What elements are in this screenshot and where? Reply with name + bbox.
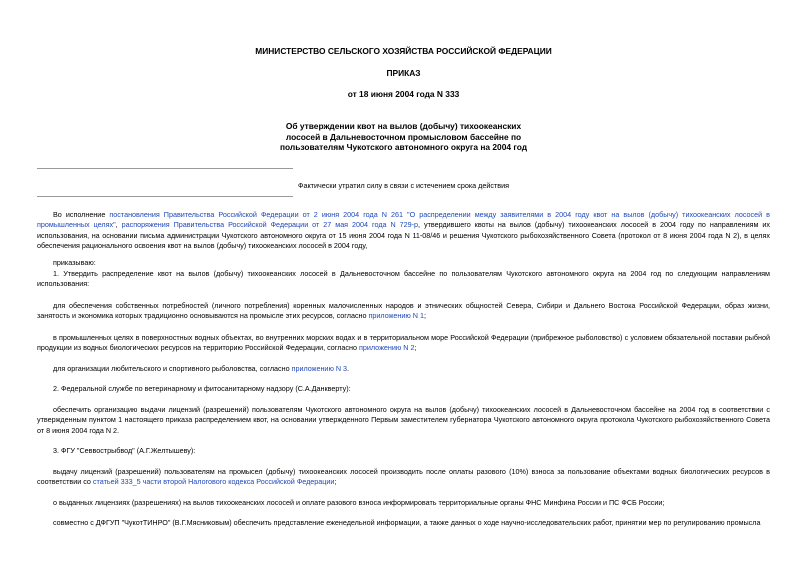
- text-fragment: Во исполнение: [53, 210, 110, 219]
- item-3-licensing-paragraph: [37, 467, 770, 488]
- text-fragment: в промышленных целях в поверхностных водных объектах, во внутренних морских водах и в территориальном море Российской Федерации (прибрежное рыболовство) с условием обязательной поставки рыбной продукции из водных биологических ресурсов на территорию Российской Федерации, согласно: [37, 333, 770, 353]
- text-fragment: , утвердившего квоты на вылов (добычу) тихоокеанских лососей в 2004 году по направлениям их использования, на основании письма администрации Чукотского автономного округа от 15 июня 2004 года N 11-08/46 и решения Чукотского рыбохозяйственного Совета (протокол от 8 июня 2004 года N 2), в целях обеспечения рационального освоения квот на вылов (добычу) тихоокеанских лососей в 2004 году,: [37, 220, 770, 251]
- appendix-3-link[interactable]: приложению N 3: [291, 364, 348, 373]
- appendix-1-link[interactable]: приложению N 1: [368, 311, 424, 321]
- item-3-report-paragraph: совместно с ДФГУП "ЧукотТИНРО" (В.Г.Мясниковым) обеспечить представление еженедельной информации, а также данных о ходе научно-исследовательских работ, принятии мер по регулированию промысла: [53, 518, 761, 527]
- order-word-paragraph: приказываю:: [53, 258, 96, 267]
- text-fragment: ;: [334, 477, 337, 487]
- doc-type-heading: ПРИКАЗ: [386, 68, 421, 78]
- text-fragment: для организации любительского и спортивного рыболовства, согласно: [53, 364, 292, 373]
- preamble-paragraph: [37, 210, 770, 252]
- item-2-paragraph: 2. Федеральной службе по ветеринарному и фитосанитарному надзору (С.А.Данкверту):: [53, 384, 351, 393]
- status-note: Фактически утратил силу в связи с истечением срока действия: [298, 181, 509, 190]
- government-decree-261-link[interactable]: постановления Правительства Российской Федерации от 2 июня 2004 года N 261 "О распределении между заявителями в 2004 году квот на вылов (добычу) тихоокеанских лососей в промышленных целях": [37, 210, 770, 230]
- item-1-indigenous-paragraph: [37, 301, 770, 322]
- date-number-heading: от 18 июня 2004 года N 333: [347, 89, 460, 99]
- text-fragment: ,: [115, 220, 122, 230]
- text-fragment: для обеспечения собственных потребностей (личного потребления) коренных малочисленных народов и этнических общностей Севера, Сибири и Дальнего Востока Российской Федерации, образ жизни, занятость и экономика которых традиционно основываются на промысле этих ресурсов, согласно: [37, 301, 770, 321]
- item-1-industrial-paragraph: [37, 333, 770, 354]
- government-order-729-link[interactable]: распоряжения Правительства Российской Федерации от 27 мая 2004 года N 729-р: [121, 220, 419, 230]
- item-1-amateur-paragraph: [37, 364, 770, 374]
- text-fragment: .: [347, 364, 350, 373]
- ministry-heading: МИНИСТЕРСТВО СЕЛЬСКОГО ХОЗЯЙСТВА РОССИЙСКОЙ ФЕДЕРАЦИИ: [255, 46, 552, 56]
- item-2-licensing-paragraph: обеспечить организацию выдачи лицензий (разрешений) пользователям Чукотского автономного округа на вылов (добычу) тихоокеанских лососей в Дальневосточном бассейне на 2004 год в соответствии с утвержденным пунктом 1 настоящего приказа распределением квот, на основании утвержденного Первым заместителем губернатора Чукотского автономного округа протокола Чукотского рыбохозяйственного Совета от 8 июня 2004 года N 2.: [37, 405, 770, 435]
- text-fragment: ;: [414, 343, 417, 353]
- item-1-paragraph: 1. Утвердить распределение квот на вылов (добычу) тихоокеанских лососей в Дальневосточном бассейне по пользователям Чукотского автономного округа на 2004 год по следующим направлениям использования:: [37, 269, 770, 289]
- document-title: Об утверждении квот на вылов (добычу) тихоокеанских лососей в Дальневосточном промысловом бассейне по пользователям Чукотского автономного округа на 2004 год: [279, 121, 528, 153]
- separator-line-top: [37, 168, 293, 169]
- appendix-2-link[interactable]: приложению N 2: [358, 343, 415, 353]
- tax-code-article-333-5-link[interactable]: статьей 333_5 части второй Налогового кодекса Российской Федерации: [92, 477, 335, 487]
- separator-line-bottom: [37, 196, 293, 197]
- text-fragment: выдачу лицензий (разрешений) пользователям на промысел (добычу) тихоокеанских лососей производить после оплаты разового (10%) взноса за пользование объектами водных биологических ресурсов в соответствии со: [37, 467, 770, 487]
- item-3-inform-paragraph: о выданных лицензиях (разрешениях) на вылов тихоокеанских лососей и оплате разового взноса информировать территориальные органы ФНС Минфина России и ПС ФСБ России;: [53, 498, 665, 507]
- text-fragment: ;: [423, 311, 426, 321]
- item-3-paragraph: 3. ФГУ "Севвострыбвод" (А.Г.Желтышеву):: [53, 446, 196, 455]
